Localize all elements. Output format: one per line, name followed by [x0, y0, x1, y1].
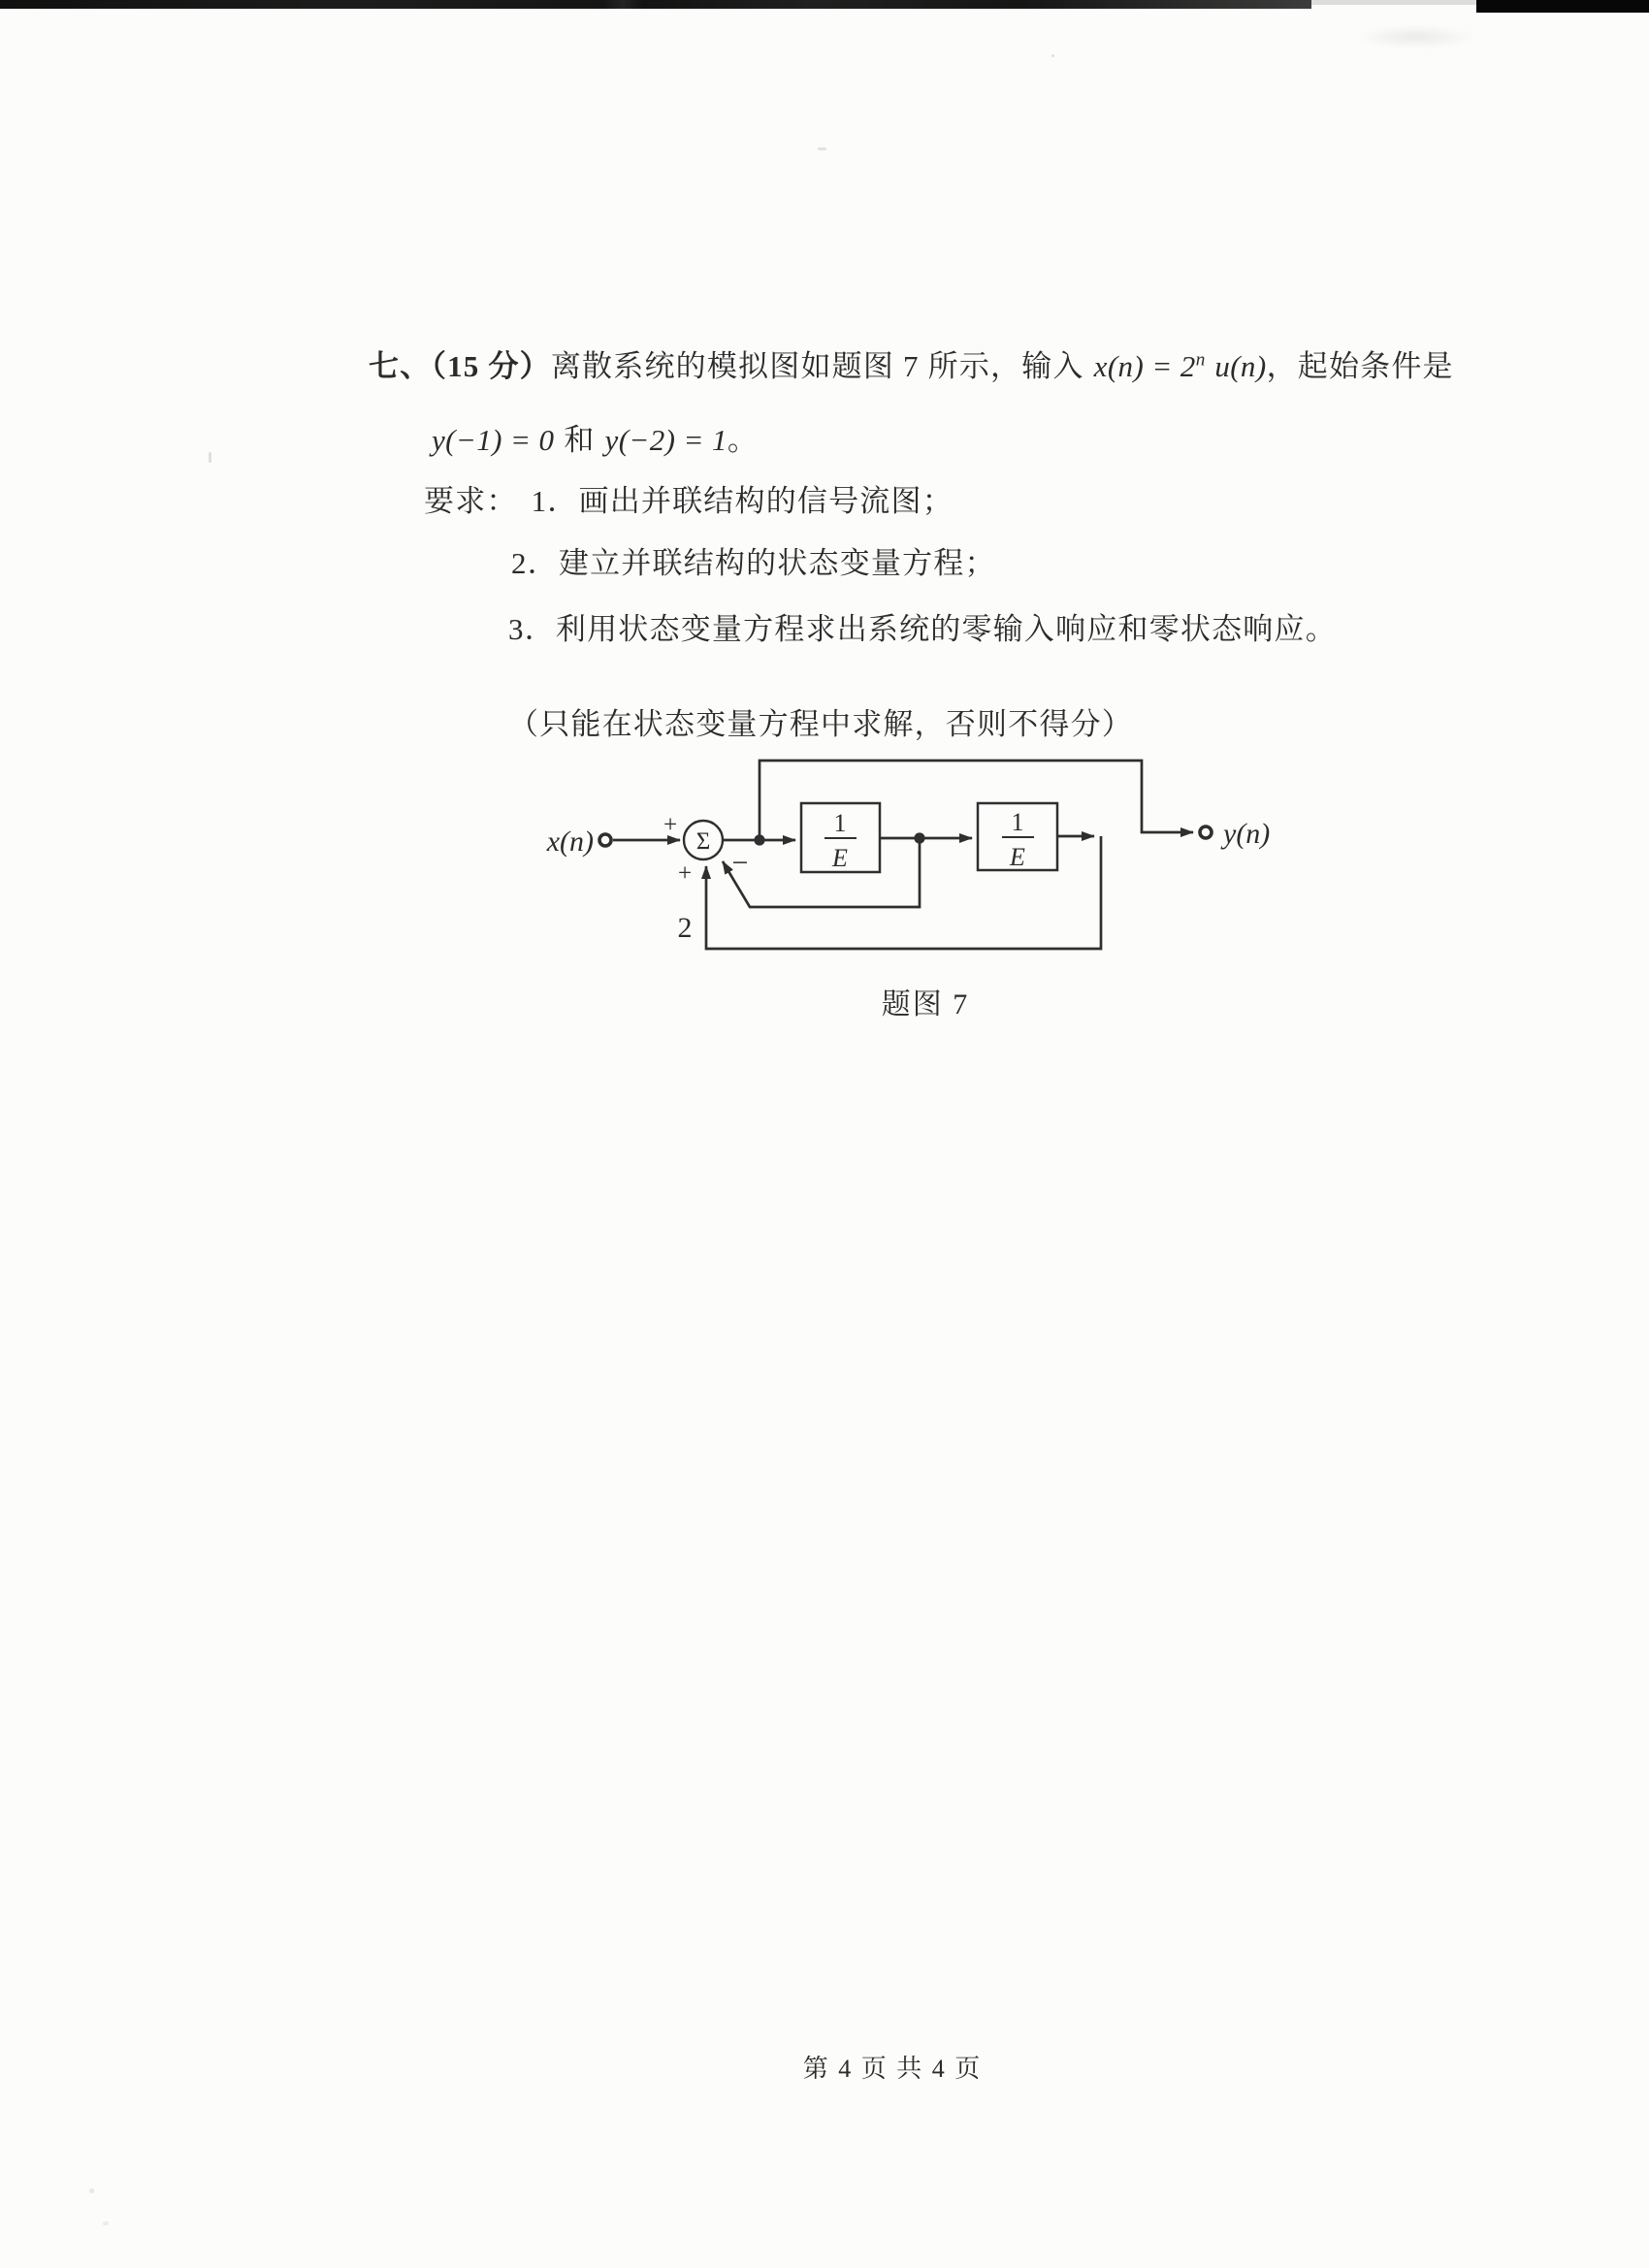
question-heading — [369, 349, 1454, 384]
scan-smudge — [1356, 25, 1476, 49]
delay2-numerator: 1 — [1011, 808, 1024, 836]
requirement-item-2: 2．建立并联结构的状态变量方程； — [511, 546, 996, 580]
junction-dot — [914, 832, 924, 843]
gain-label: 2 — [677, 912, 693, 944]
output-label: y(n) — [1223, 818, 1271, 850]
requirements-note: （只能在状态变量方程中求解，否则不得分） — [508, 707, 1133, 741]
scan-top-bar-left — [0, 0, 1311, 9]
question-intro-2: ，起始条件是 — [1266, 349, 1454, 383]
requirements-line-1 — [424, 484, 954, 519]
input-node — [599, 834, 611, 846]
input-signal-formula: $x(n) = 2^n$ u(n) — [1093, 349, 1267, 383]
condition-period: 。 — [727, 423, 760, 457]
requirements-label: 要求： — [424, 484, 518, 518]
requirement-item-3: 3．利用状态变量方程求出系统的零输入响应和零状态响应。 — [508, 612, 1337, 646]
plus-sign-feedback: + — [677, 860, 693, 887]
scan-top-bar-gap — [1311, 0, 1476, 5]
condition-2: y(−2) = 1 — [604, 423, 728, 457]
condition-conjunction: 和 — [564, 423, 596, 457]
initial-conditions — [432, 423, 759, 458]
minus-sign-feedback: − — [731, 847, 749, 879]
plus-sign-input: + — [663, 812, 678, 838]
block-diagram — [524, 745, 1300, 978]
junction-dot — [754, 834, 764, 845]
figure-caption: 题图 7 — [881, 988, 970, 1021]
delay1-numerator: 1 — [833, 809, 847, 837]
delay1-denominator: E — [832, 844, 848, 872]
input-label: x(n) — [546, 826, 594, 858]
scan-speck — [818, 147, 826, 150]
requirement-item-1: 1．画出并联结构的信号流图； — [531, 484, 954, 518]
scan-speck — [209, 452, 211, 463]
output-node — [1200, 826, 1212, 838]
question-intro-1: 离散系统的模拟图如题图 7 所示，输入 — [550, 349, 1084, 383]
scan-speck — [103, 2221, 109, 2225]
question-number: 七、（15 分） — [369, 349, 551, 383]
scan-speck — [89, 2188, 94, 2193]
condition-1: y(−1) = 0 — [432, 423, 555, 457]
delay2-denominator: E — [1010, 843, 1025, 871]
summer-symbol: Σ — [695, 828, 711, 855]
page-footer: 第 4 页 共 4 页 — [802, 2055, 983, 2083]
scan-top-bar-right — [1476, 0, 1649, 13]
scan-speck — [1051, 54, 1054, 57]
